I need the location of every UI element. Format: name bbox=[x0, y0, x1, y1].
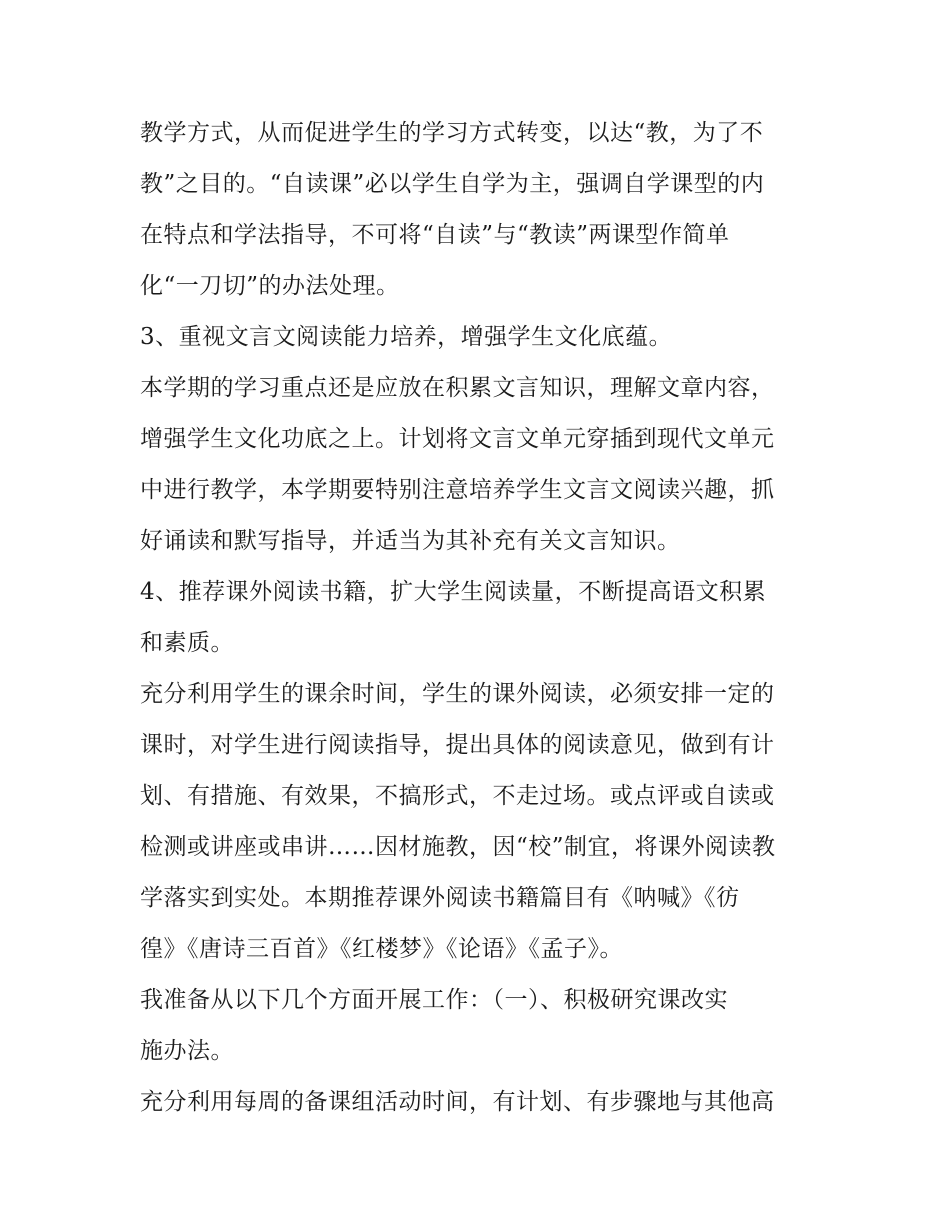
text-line: 施办法。 bbox=[140, 1038, 234, 1064]
text-line: 化“一刀切”的办法处理。 bbox=[140, 273, 400, 299]
text-line: 增强学生文化功底之上。计划将文言文单元穿插到现代文单元 bbox=[140, 426, 775, 452]
text-line: 课时，对学生进行阅读指导，提出具体的阅读意见，做到有计 bbox=[140, 732, 775, 758]
text-line: 充分利用每周的备课组活动时间，有计划、有步骤地与其他高 bbox=[140, 1089, 775, 1115]
text-line: 和素质。 bbox=[140, 630, 234, 656]
text-line: 徨》《唐诗三百首》《红楼梦》《论语》《孟子》。 bbox=[140, 936, 623, 962]
text-line: 教”之目的。“自读课”必以学生自学为主，强调自学课型的内 bbox=[140, 171, 765, 197]
text-line: 检测或讲座或串讲……因材施教，因“校”制宜，将课外阅读教 bbox=[140, 834, 776, 860]
text-line: 充分利用学生的课余时间，学生的课外阅读，必须安排一定的 bbox=[140, 681, 775, 707]
text-line: 教学方式，从而促进学生的学习方式转变，以达“教，为了不 bbox=[140, 120, 764, 146]
text-line: 划、有措施、有效果，不搞形式，不走过场。或点评或自读或 bbox=[140, 783, 775, 809]
section-heading-3: 3、重视文言文阅读能力培养，增强学生文化底蕴。 bbox=[140, 324, 673, 350]
text-line: 学落实到实处。本期推荐课外阅读书籍篇目有《呐喊》《彷 bbox=[140, 885, 740, 911]
document-body bbox=[140, 108, 830, 1128]
section-heading-4: 4、推荐课外阅读书籍，扩大学生阅读量，不断提高语文积累 bbox=[140, 579, 767, 605]
text-line: 本学期的学习重点还是应放在积累文言知识，理解文章内容， bbox=[140, 375, 775, 401]
text-line: 我准备从以下几个方面开展工作：（一）、积极研究课改实 bbox=[140, 987, 728, 1013]
text-line: 中进行教学，本学期要特别注意培养学生文言文阅读兴趣，抓 bbox=[140, 477, 775, 503]
text-line: 好诵读和默写指导，并适当为其补充有关文言知识。 bbox=[140, 528, 681, 554]
text-line: 在特点和学法指导，不可将“自读”与“教读”两课型作简单 bbox=[140, 222, 730, 248]
